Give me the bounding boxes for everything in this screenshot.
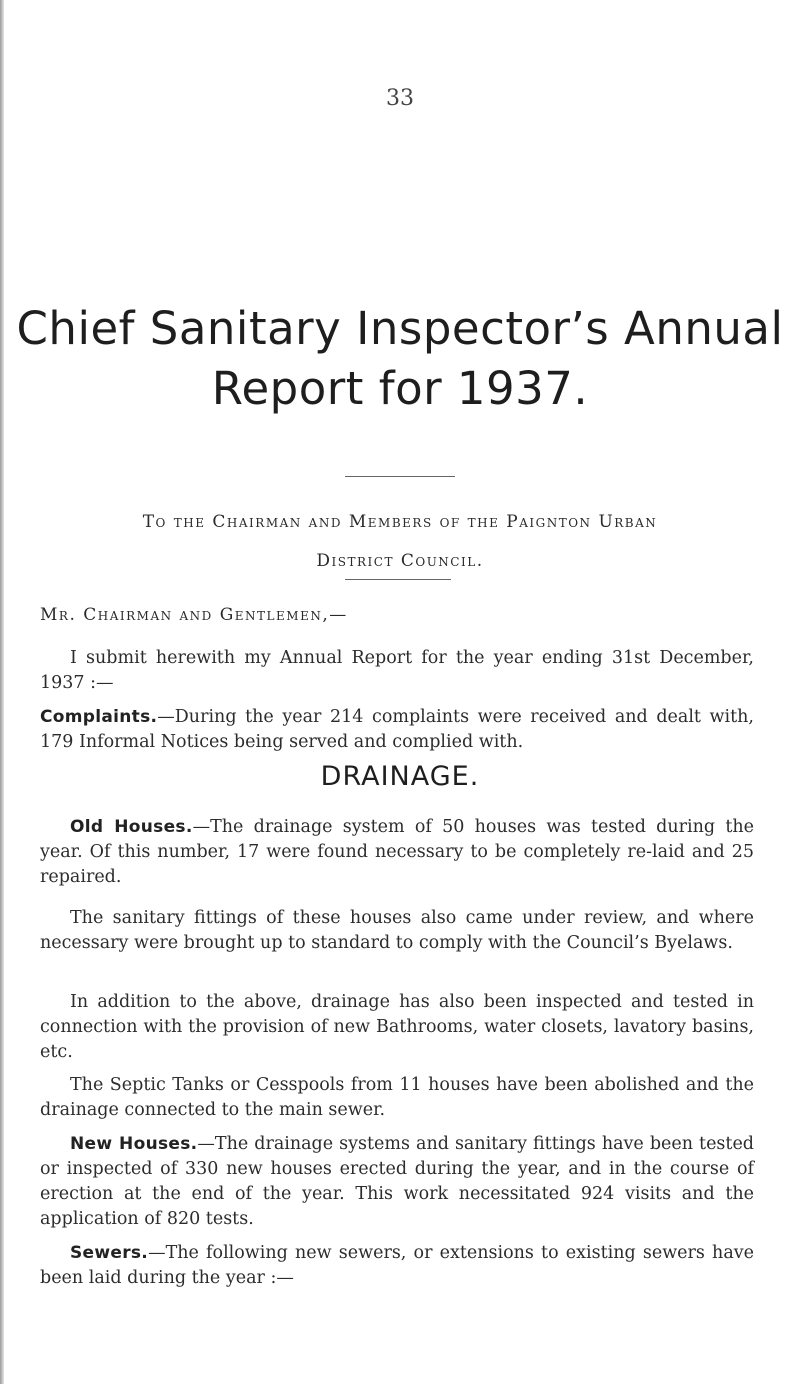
inspection-text: In addition to the above, drainage has also been inspected and tested in connection with the provision of new Bathrooms, water closets, lavatory basins, etc. [40,992,754,1062]
report-title-line-2: Report for 1937. [211,362,589,415]
old-houses-lead: Old Houses. [70,817,193,837]
new-houses-lead: New Houses. [70,1134,198,1154]
divider-rule [345,476,455,477]
septic-tanks-paragraph [40,1073,754,1123]
complaints-paragraph [40,705,754,755]
sewers-lead: Sewers. [70,1243,149,1263]
sewers-text: —The following new sewers, or extensions to existing sewers have been laid during the year :— [40,1243,754,1288]
sanitary-fittings-text: The sanitary fittings of these houses also came under review, and where necessary were brought up to standard to comply with the Council’s Byelaws. [40,908,754,953]
complaints-text: —During the year 214 complaints were received and dealt with, 179 Informal Notices being served and complied with. [40,707,754,752]
intro-text: I submit herewith my Annual Report for the year ending 31st December, 1937 :— [40,648,754,693]
sanitary-fittings-paragraph [40,906,754,956]
old-houses-text: —The drainage system of 50 houses was tested during the year. Of this number, 17 were found necessary to be completely re-laid and 25 repaired. [40,817,755,887]
new-houses-paragraph [40,1132,754,1232]
complaints-lead: Complaints. [40,707,158,727]
new-houses-text: —The drainage systems and sanitary fittings have been tested or inspected of 330 new houses erected during the year, and in the course of erection at the end of the year. This work necessitated 924 visits and the application of 820 tests. [40,1134,755,1229]
report-title-line-1: Chief Sanitary Inspector’s Annual [16,302,784,355]
page-edge-shadow [0,0,4,1384]
salutation: Mr. Chairman and Gentlemen,— [40,605,348,625]
drainage-heading: DRAINAGE. [320,761,480,792]
septic-tanks-text: The Septic Tanks or Cesspools from 11 houses have been abolished and the drainage connected to the main sewer. [40,1075,754,1120]
inspection-paragraph [40,990,754,1065]
address-line-1: To the Chairman and Members of the Paignton Urban [142,512,658,532]
sewers-paragraph [40,1241,754,1291]
intro-paragraph [40,646,754,696]
old-houses-paragraph [40,815,754,890]
divider-rule [345,579,451,580]
address-line-2: District Council. [316,551,484,571]
page-number: 33 [386,86,414,111]
